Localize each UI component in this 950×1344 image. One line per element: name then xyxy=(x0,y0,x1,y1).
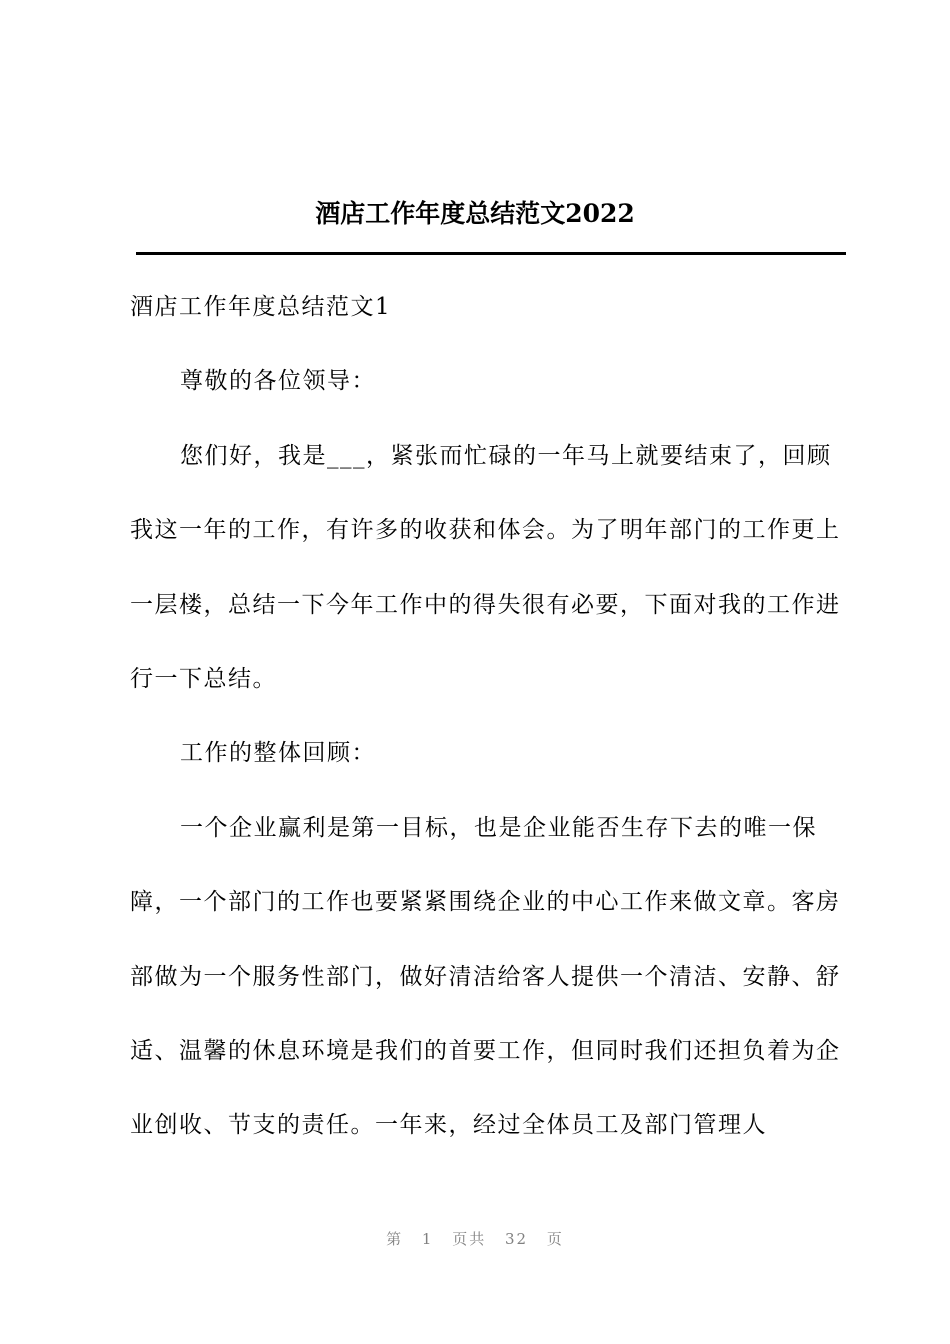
review-body-paragraph: 一个企业赢利是第一目标，也是企业能否生存下去的唯一保障，一个部门的工作也要紧紧围绕企业的中心工作来做文章。客房部做为一个服务性部门，做好清洁给客人提供一个清洁、安静、舒适、温馨的休息环境是我们的首要工作，但同时我们还担负着为企业创收、节支的责任。一年来，经过全体员工及部门管理人 xyxy=(130,814,841,1139)
footer-total-pages: 32 xyxy=(505,1230,529,1248)
page-number-footer xyxy=(0,1228,950,1249)
document-body xyxy=(130,270,850,1163)
footer-current-page: 1 xyxy=(421,1230,434,1248)
document-title: 酒店工作年度总结范文2022 xyxy=(315,199,635,228)
intro-paragraph: 您们好，我是___，紧张而忙碌的一年马上就要结束了，回顾我这一年的工作，有许多的收获和体会。为了明年部门的工作更上一层楼，总结一下今年工作中的得失很有必要，下面对我的工作进行一下总结。 xyxy=(130,442,841,693)
review-heading-paragraph: 工作的整体回顾： xyxy=(180,740,376,767)
footer-middle: 页共 xyxy=(452,1230,487,1248)
salutation-paragraph: 尊敬的各位领导： xyxy=(180,368,376,395)
footer-prefix: 第 xyxy=(386,1230,404,1248)
section-heading: 酒店工作年度总结范文1 xyxy=(130,294,392,320)
title-underline-rule xyxy=(136,252,846,255)
footer-suffix: 页 xyxy=(546,1230,564,1248)
